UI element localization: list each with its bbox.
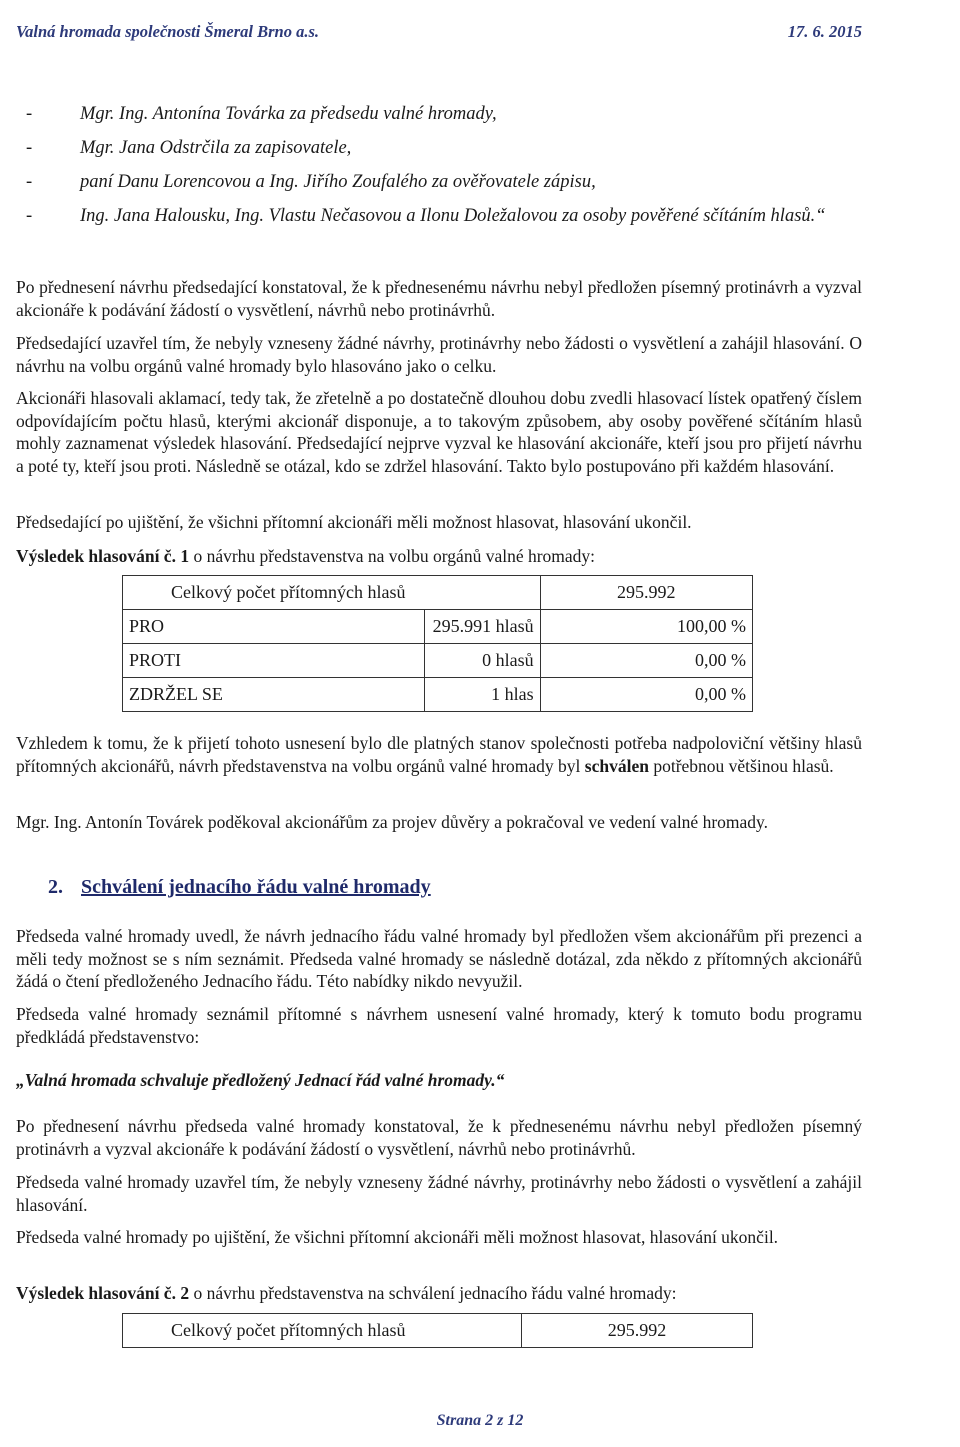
- section-heading: [48, 876, 431, 899]
- table-row: [123, 644, 753, 678]
- list-item: - Ing. Jana Halousku, Ing. Vlastu Nečasovou a Ilonu Doležalovou za osoby pověřené sčítáním hlasů.“: [16, 204, 862, 229]
- paragraph: Akcionáři hlasovali aklamací, tedy tak, že zřetelně a po dostatečně dlouhou dobu zvedli hlasovací lístek opatřený číslem odpovídajícím počtu hlasů, kterými akcionář disponuje, a to takovým způsobem, aby osoby pověřené sčítáním hlasů mohly zaznamenat výsledek hlasování. Předsedající nejprve vyzval ke hlasování akcionáře, kteří jsou pro přijetí návrhu a poté ty, kteří jsou proti. Následně se otázal, kdo se zdržel hlasování. Takto bylo postupováno při každém hlasování.: [16, 388, 862, 476]
- header-date: 17. 6. 2015: [787, 22, 862, 41]
- vote-percent: 100,00 %: [540, 610, 752, 644]
- table-row: [123, 678, 753, 712]
- vote-label: PRO: [123, 610, 425, 644]
- nominee-list: [16, 102, 862, 238]
- vote-label: ZDRŽEL SE: [123, 678, 425, 712]
- paragraph: Po přednesení návrhu předseda valné hromady konstatoval, že k přednesenému návrhu nebyl předložen písemný protinávrh a vyzval akcionáře k podávání žádostí o vysvětlení, návrhů nebo protinávrhů.: [16, 1116, 862, 1159]
- bullet-dash: -: [26, 104, 33, 124]
- section-title: Schválení jednacího řádu valné hromady: [81, 876, 431, 898]
- page-footer: Strana 2 z 12: [436, 1412, 524, 1429]
- table-row: [123, 1314, 753, 1348]
- vote-count: 0 hlasů: [425, 644, 540, 678]
- paragraph: Mgr. Ing. Antonín Továrek poděkoval akcionářům za projev důvěry a pokračoval ve vedení valné hromady.: [16, 812, 769, 832]
- total-votes-value: 295.992: [540, 576, 752, 610]
- paragraph: Předseda valné hromady po ujištění, že všichni přítomní akcionáři měli možnost hlasovat, hlasování ukončil.: [16, 1227, 779, 1247]
- vote-label: PROTI: [123, 644, 425, 678]
- list-item: - paní Danu Lorencovou a Ing. Jiřího Zoufalého za ověřovatele zápisu,: [16, 170, 862, 195]
- paragraph: Předseda valné hromady seznámil přítomné s návrhem usnesení valné hromady, který k tomuto bodu programu předkládá představenstvo:: [16, 1004, 862, 1047]
- page-header: [16, 22, 862, 46]
- total-votes-label: Celkový počet přítomných hlasů: [123, 1314, 522, 1348]
- paragraph: Vzhledem k tomu, že k přijetí tohoto usnesení bylo dle platných stanov společnosti potřeba nadpoloviční většiny hlasů přítomných akcionářů, návrh představenstva na volbu orgánů valné hromady byl schválen potřebnou většinou hlasů.: [16, 733, 862, 776]
- vote-result-heading-1: Výsledek hlasování č. 1 o návrhu představenstva na volbu orgánů valné hromady:: [16, 546, 596, 566]
- paragraph: Předsedající uzavřel tím, že nebyly vzneseny žádné návrhy, protinávrhy nebo žádosti o vysvětlení a zahájil hlasování. O návrhu na volbu orgánů valné hromady bylo hlasováno jako o celku.: [16, 333, 862, 376]
- bullet-dash: -: [26, 172, 33, 192]
- list-item: - Mgr. Jana Odstrčila za zapisovatele,: [16, 136, 862, 161]
- table-row: [123, 576, 753, 610]
- vote-table-2: [122, 1313, 753, 1348]
- bullet-dash: -: [26, 206, 33, 226]
- total-votes-value: 295.992: [522, 1314, 753, 1348]
- header-title: Valná hromada společnosti Šmeral Brno a.s.: [16, 22, 320, 41]
- resolution-quote: „Valná hromada schvaluje předložený Jednací řád valné hromady.“: [16, 1070, 505, 1090]
- total-votes-label: Celkový počet přítomných hlasů: [123, 576, 541, 610]
- table-row: [123, 610, 753, 644]
- vote-percent: 0,00 %: [540, 678, 752, 712]
- vote-count: 295.991 hlasů: [425, 610, 540, 644]
- paragraph: Předseda valné hromady uzavřel tím, že nebyly vzneseny žádné návrhy, protinávrhy nebo žádosti o vysvětlení a zahájil hlasování.: [16, 1172, 862, 1215]
- vote-percent: 0,00 %: [540, 644, 752, 678]
- list-item: - Mgr. Ing. Antonína Továrka za předsedu valné hromady,: [16, 102, 862, 127]
- paragraph: Po přednesení návrhu předsedající konstatoval, že k přednesenému návrhu nebyl předložen písemný protinávrh a vyzval akcionáře k podávání žádostí o vysvětlení, návrhů nebo protinávrhů.: [16, 277, 862, 320]
- vote-table-1: [122, 575, 753, 712]
- section-number: 2.: [48, 876, 63, 898]
- vote-count: 1 hlas: [425, 678, 540, 712]
- vote-result-heading-2: Výsledek hlasování č. 2 o návrhu představenstva na schválení jednacího řádu valné hromady:: [16, 1283, 677, 1303]
- paragraph: Předseda valné hromady uvedl, že návrh jednacího řádu valné hromady byl předložen všem akcionářům při prezenci a měli tedy možnost se s ním seznámit. Předseda valné hromady se následně dotázal, zda někdo z přítomných akcionářů žádá o čtení předloženého Jednacího řádu. Této nabídky nikdo nevyužil.: [16, 926, 862, 991]
- bullet-dash: -: [26, 138, 33, 158]
- paragraph: Předsedající po ujištění, že všichni přítomní akcionáři měli možnost hlasovat, hlasování ukončil.: [16, 512, 692, 532]
